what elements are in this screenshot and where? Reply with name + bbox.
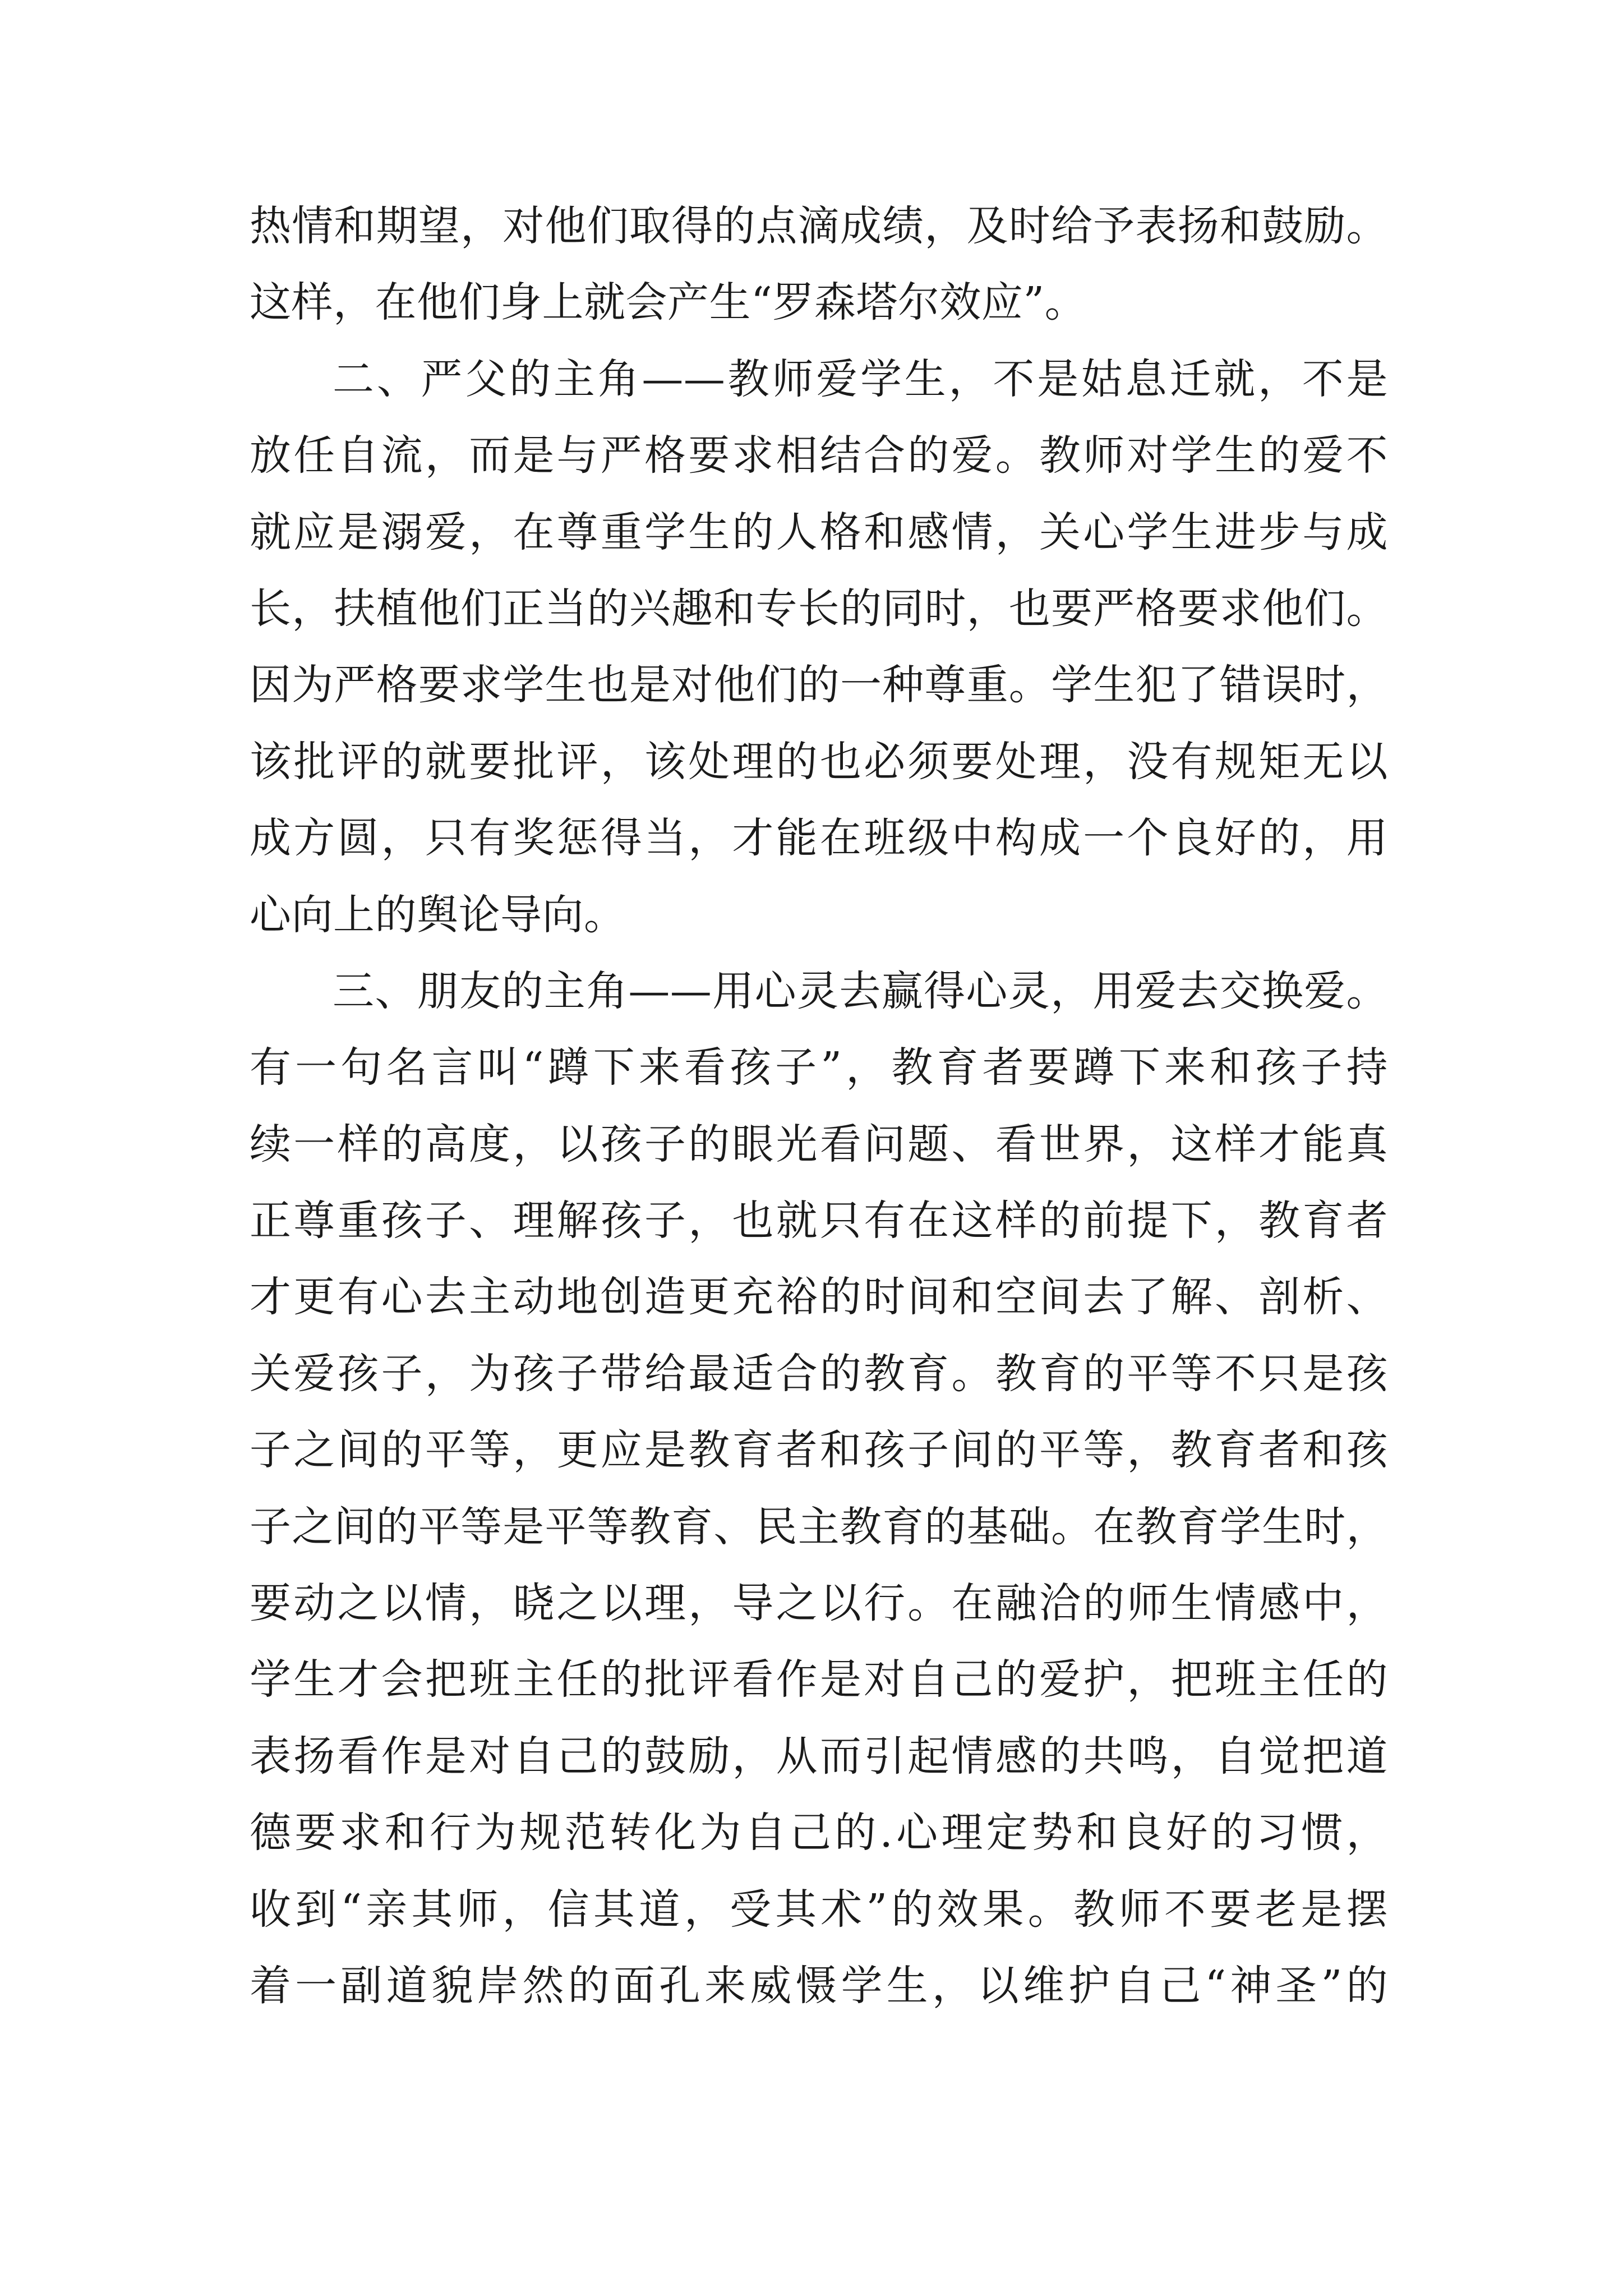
text-line-17: 子之间的平等，更应是教育者和孩子间的平等，教育者和孩 (250, 1426, 1388, 1475)
text-line-15: 才更有心去主动地创造更充裕的时间和空间去了解、剖析、 (250, 1273, 1388, 1322)
text-line-2: 这样，在他们身上就会产生“罗森塔尔效应”。 (250, 278, 1087, 327)
text-line-6: 长，扶植他们正当的兴趣和专长的同时，也要严格要求他们。 (250, 584, 1388, 633)
text-line-8: 该批评的就要批评，该处理的也必须要处理，没有规矩无以 (250, 737, 1388, 786)
text-line-10: 心向上的舆论导向。 (250, 890, 626, 939)
text-line-14: 正尊重孩子、理解孩子，也就只有在这样的前提下，教育者 (250, 1197, 1388, 1245)
text-line-1: 热情和期望，对他们取得的点滴成绩，及时给予表扬和鼓励。 (250, 202, 1388, 250)
text-line-9: 成方圆，只有奖惩得当，才能在班级中构成一个良好的，用 (250, 814, 1388, 863)
text-line-4: 放任自流，而是与严格要求相结合的爱。教师对学生的爱不 (250, 431, 1388, 480)
text-line-20: 学生才会把班主任的批评看作是对自己的爱护，把班主任的 (250, 1655, 1388, 1704)
text-line-13: 续一样的高度，以孩子的眼光看问题、看世界，这样才能真 (250, 1120, 1388, 1168)
text-line-16: 关爱孩子，为孩子带给最适合的教育。教育的平等不只是孩 (250, 1349, 1388, 1398)
text-line-19: 要动之以情，晓之以理，导之以行。在融洽的师生情感中， (250, 1579, 1388, 1628)
text-line-23: 收到“亲其师，信其道，受其术”的效果。教师不要老是摆 (250, 1885, 1388, 1934)
text-line-12: 有一句名言叫“蹲下来看孩子”，教育者要蹲下来和孩子持 (250, 1043, 1388, 1092)
text-line-7: 因为严格要求学生也是对他们的一种尊重。学生犯了错误时， (250, 661, 1388, 710)
text-line-24: 着一副道貌岸然的面孔来威慑学生，以维护自己“神圣”的 (250, 1961, 1388, 2010)
text-line-11: 三、朋友的主角——用心灵去赢得心灵，用爱去交换爱。 (333, 967, 1388, 1015)
text-line-21: 表扬看作是对自己的鼓励，从而引起情感的共鸣，自觉把道 (250, 1732, 1388, 1780)
text-line-18: 子之间的平等是平等教育、民主教育的基础。在教育学生时， (250, 1502, 1388, 1551)
text-line-22: 德要求和行为规范转化为自己的.心理定势和良好的习惯， (250, 1809, 1388, 1857)
text-line-3: 二、严父的主角——教师爱学生，不是姑息迁就，不是 (333, 355, 1388, 403)
body-text (250, 188, 1388, 2024)
text-line-5: 就应是溺爱，在尊重学生的人格和感情，关心学生进步与成 (250, 508, 1388, 556)
